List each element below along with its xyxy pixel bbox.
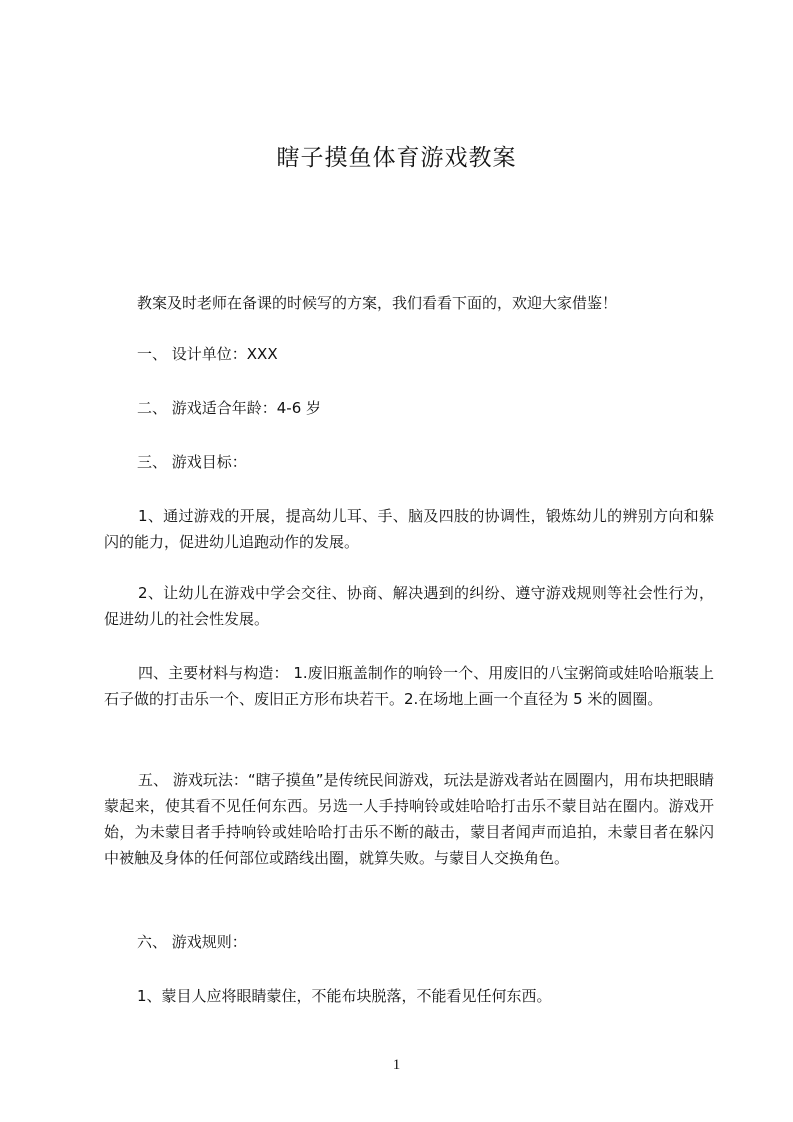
goal-item-2: 2、让幼儿在游戏中学会交往、协商、解决遇到的纠纷、遵守游戏规则等社会性行为，促进幼儿的社会性发展。	[104, 584, 714, 628]
section-gameplay: 五、 游戏玩法：“瞎子摸鱼”是传统民间游戏，玩法是游戏者站在圆圈内，用布块把眼睛蒙起来，使其看不见任何东西。另选一人手持响铃或娃哈哈打击乐不蒙目站在圈内。游戏开始，为未蒙目者手持响铃或娃哈哈打击乐不断的敲击，蒙目者闻声而追拍，未蒙目者在躲闪中被触及身体的任何部位或踏线出圈，就算失败。与蒙目人交换角色。	[104, 771, 714, 867]
page-number: 1	[392, 1057, 401, 1073]
rule-item-1: 1、蒙目人应将眼睛蒙住，不能布块脱落，不能看见任何东西。	[137, 987, 552, 1005]
section-rules-heading: 六、 游戏规则：	[137, 933, 247, 951]
section-materials: 四、主要材料与构造： 1.废旧瓶盖制作的响铃一个、用废旧的八宝粥筒或娃哈哈瓶装上石子做的打击乐一个、废旧正方形布块若干。2.在场地上画一个直径为 5 米的圆圈。	[104, 664, 714, 708]
section-goals-heading: 三、 游戏目标：	[137, 453, 247, 471]
document-title: 瞎子摸鱼体育游戏教案	[276, 145, 517, 171]
intro-paragraph: 教案及时老师在备课的时候写的方案，我们看看下面的，欢迎大家借鉴！	[137, 294, 618, 312]
section-age-range: 二、 游戏适合年龄：4-6 岁	[137, 399, 322, 417]
goal-item-1: 1、通过游戏的开展，提高幼儿耳、手、脑及四肢的协调性，锻炼幼儿的辨别方向和躲闪的能力，促进幼儿追跑动作的发展。	[104, 507, 714, 551]
section-design-unit: 一、 设计单位：XXX	[137, 345, 278, 363]
